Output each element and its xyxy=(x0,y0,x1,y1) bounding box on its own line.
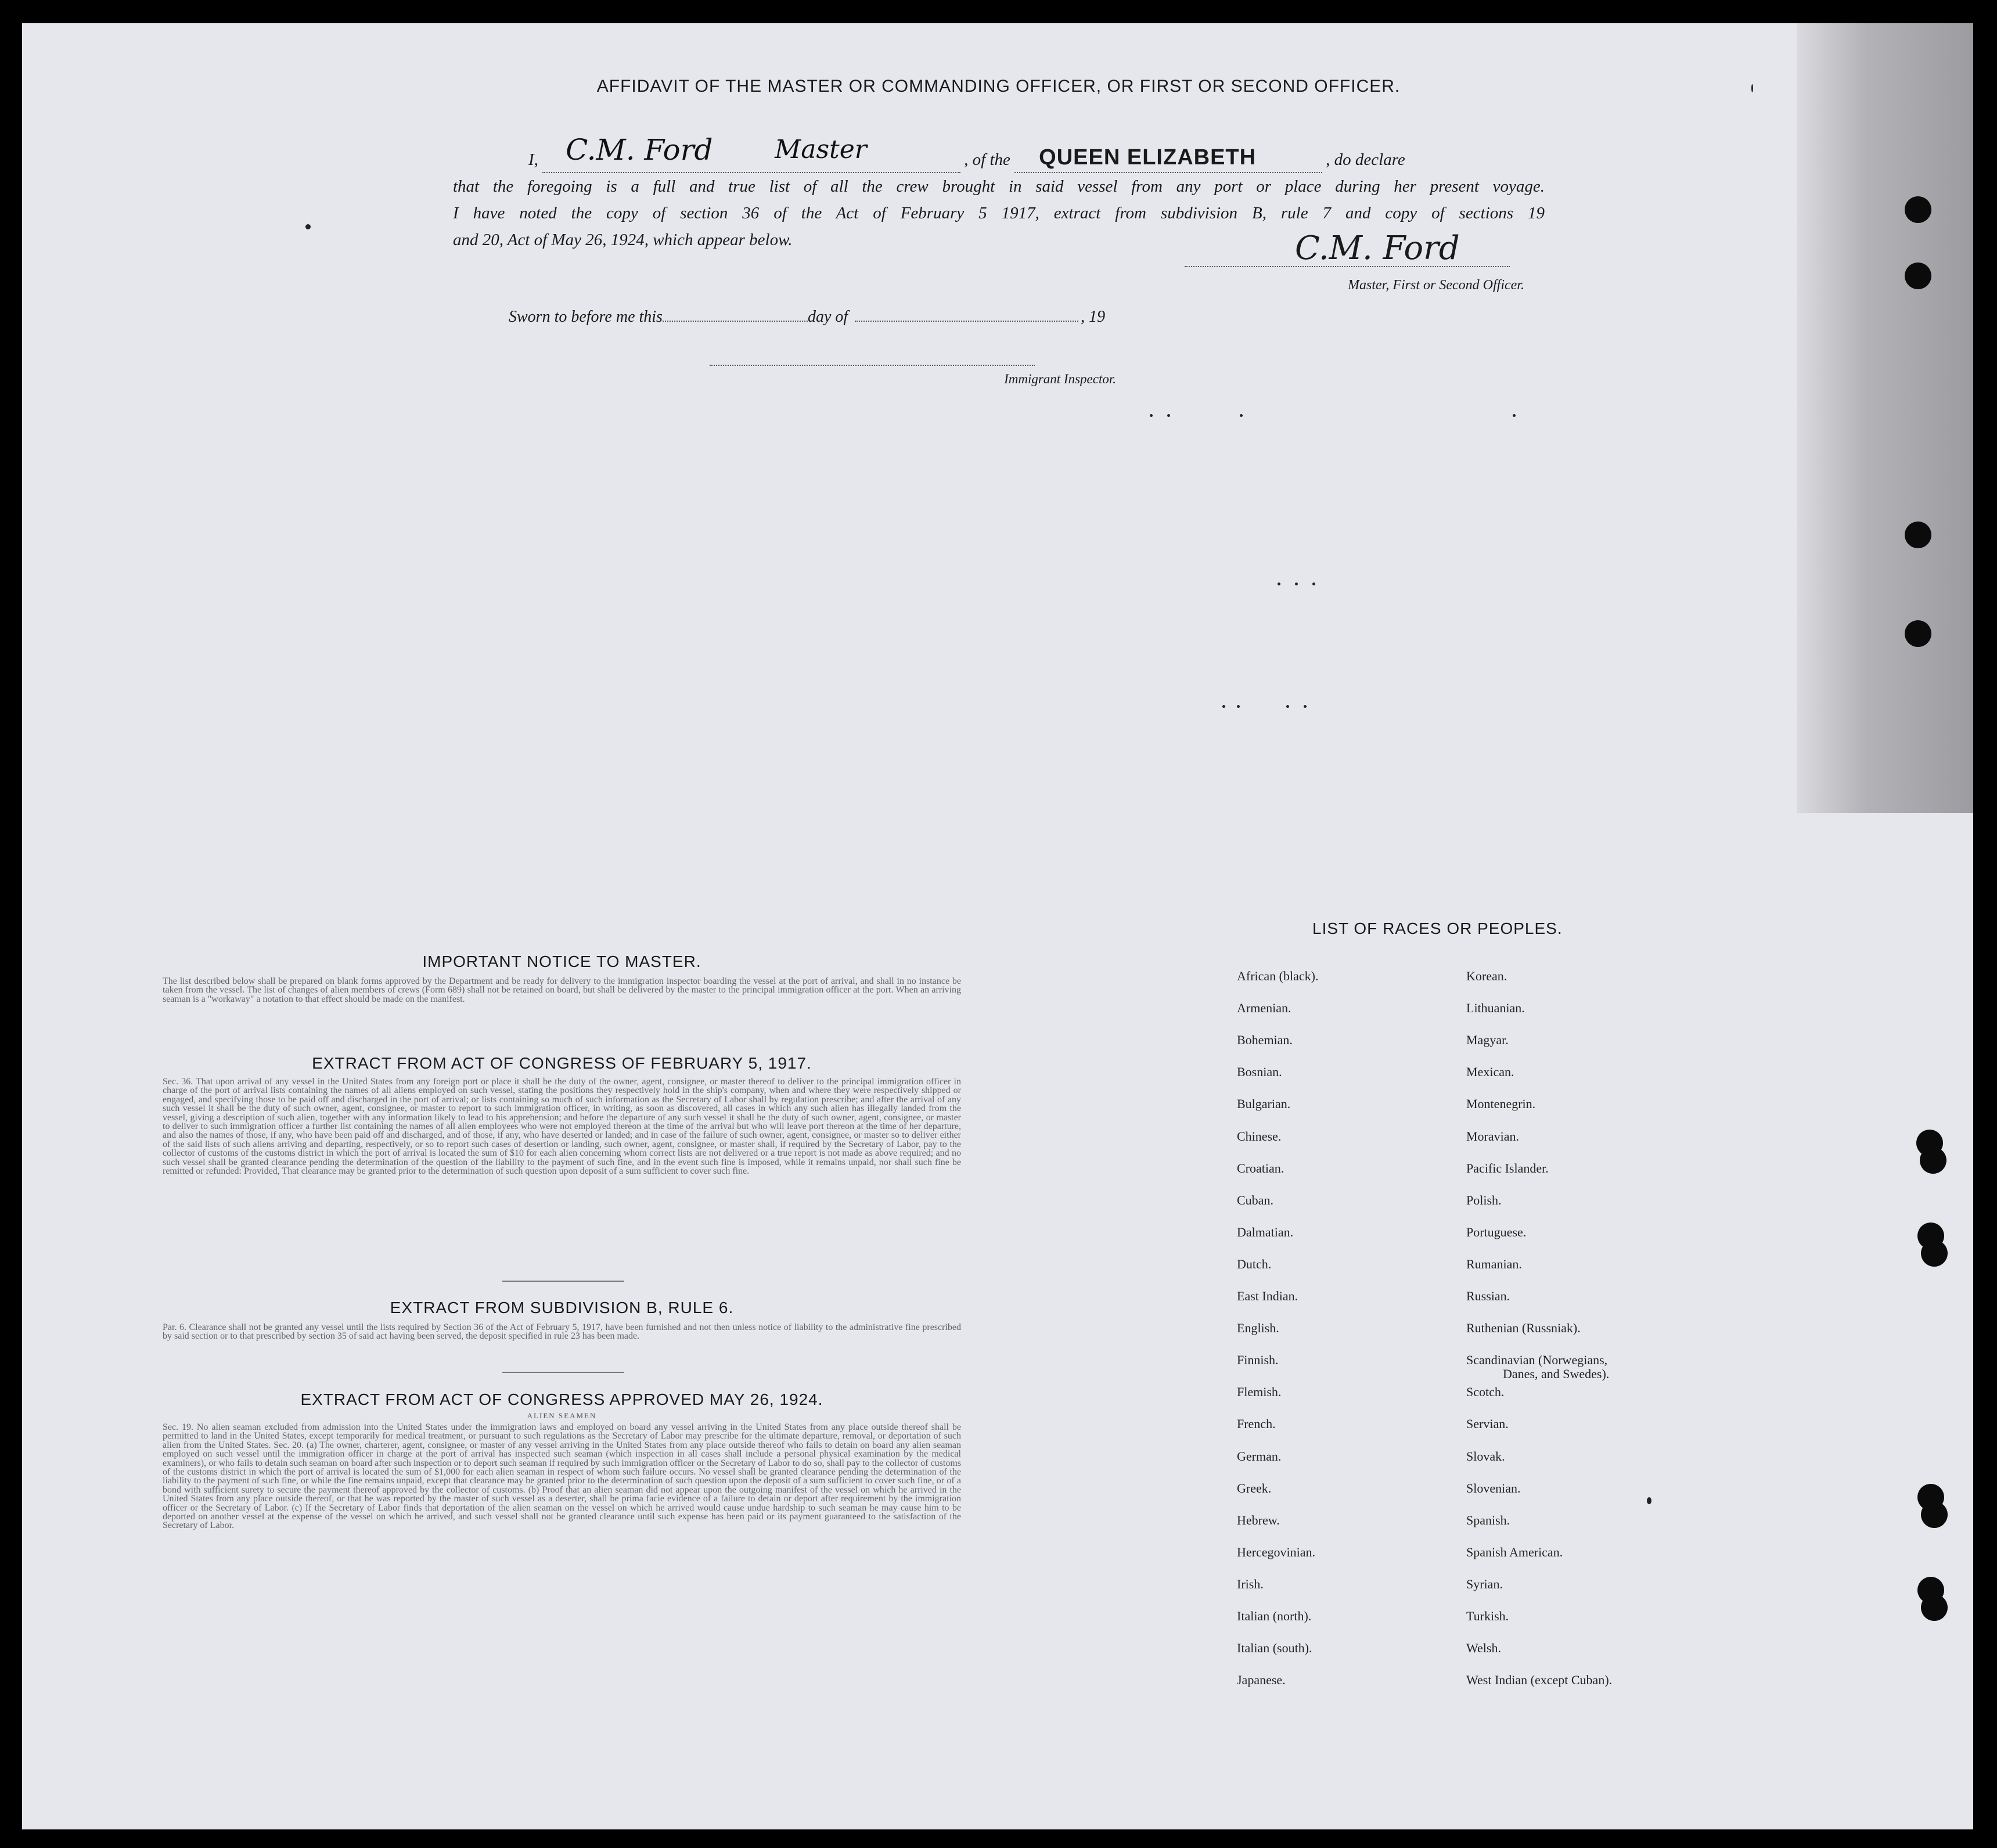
race-item: Hebrew. xyxy=(1237,1512,1280,1527)
race-item: Bulgarian. xyxy=(1237,1096,1291,1112)
declaration-i: I, xyxy=(528,150,538,169)
section-divider xyxy=(502,1281,624,1282)
day-of-text: day of xyxy=(807,308,848,326)
ship-name-field xyxy=(1014,145,1322,173)
race-item: Korean. xyxy=(1466,969,1507,983)
race-item: French. xyxy=(1237,1416,1276,1432)
race-item: German. xyxy=(1237,1448,1282,1464)
punch-hole xyxy=(1921,1240,1948,1267)
alien-seamen-subtitle: ALIEN SEAMEN xyxy=(527,1411,597,1420)
punch-hole xyxy=(1905,263,1931,289)
punch-hole xyxy=(1920,1147,1946,1174)
handwritten-name: C.M. Ford xyxy=(566,133,713,167)
race-item: Polish. xyxy=(1466,1192,1502,1207)
race-item: English. xyxy=(1237,1321,1279,1336)
race-item: Turkish. xyxy=(1466,1609,1509,1623)
race-item: Bosnian. xyxy=(1237,1065,1282,1080)
race-item: Welsh. xyxy=(1466,1641,1501,1656)
race-item: Servian. xyxy=(1466,1416,1509,1432)
do-declare-text: , do declare xyxy=(1326,150,1405,169)
race-item: Armenian. xyxy=(1237,1001,1291,1016)
notice-title: IMPORTANT NOTICE TO MASTER. xyxy=(422,952,701,970)
extract-1924-title: EXTRACT FROM ACT OF CONGRESS APPROVED MAY 26, 1924. xyxy=(300,1390,823,1408)
race-item: Slovenian. xyxy=(1466,1480,1521,1495)
document-page xyxy=(22,23,1973,1829)
race-item-continuation: Danes, and Swedes). xyxy=(1503,1367,1610,1381)
name-field xyxy=(542,133,960,173)
declaration-line-3: I have noted the copy of section 36 of the Act of February 5 1917, extract from subdivision B, rule 7 and copy of sections 19 xyxy=(453,204,1545,222)
handwritten-rank: Master xyxy=(775,135,867,164)
affidavit-title: AFFIDAVIT OF THE MASTER OR COMMANDING OFFICER, OR FIRST OR SECOND OFFICER. xyxy=(596,77,1401,96)
race-item: Scandinavian (Norwegians, xyxy=(1466,1353,1608,1368)
page-edge-shadow xyxy=(1797,23,1973,813)
year-text: , 19 xyxy=(1081,308,1106,326)
punch-hole xyxy=(1921,1501,1948,1528)
signature-caption: Master, First or Second Officer. xyxy=(1348,278,1524,293)
race-item: Syrian. xyxy=(1466,1576,1503,1591)
race-item: Hercegovinian. xyxy=(1237,1544,1315,1559)
of-the-text: , of the xyxy=(964,150,1010,169)
race-item: Bohemian. xyxy=(1237,1033,1293,1048)
race-item: Russian. xyxy=(1466,1289,1510,1303)
inspector-signature-line xyxy=(710,365,1035,366)
race-item: Lithuanian. xyxy=(1466,1001,1525,1016)
notice-text: The list described below shall be prepared on blank forms approved by the Department and be ready for delivery to the immigration inspector boarding the vessel at the port of arrival, and shall in no instance be taken from the vessel. The list of changes of alien members of crews (Form 689) shall not be retained on board, but shall be delivered by the master to the principal immigration officer at the port. When an arriving seaman is a "workaway" a notation to that effect should be made on the manifest. xyxy=(163,976,961,1004)
race-item: Japanese. xyxy=(1237,1673,1286,1688)
race-item: Greek. xyxy=(1237,1480,1272,1495)
extract-1924-text: Sec. 19. No alien seaman excluded from admission into the United States under the immigration laws and employed on board any vessel arriving in the United States from any place outside thereof shall be permitted to land in the United States, except temporarily for medical treatment, or pursuant to such regulations as the Secretary of Labor may prescribe for the ultimate departure, removal, or deportation of such alien from the United States. Sec. 20. (a) The owner, charterer, agent, consignee, or master of any vessel arriving in the United States from any place outside thereof who fails to detain on board any alien seaman employed on such vessel until the immigration officer in charge at the port of arrival has inspected such seaman (which inspection in all cases shall include a personal physical examination by the medical examiners), or who fails to detain such seaman on board after such inspection or to deport such seaman if required by such immigration officer or the Secretary of Labor to do so, shall pay to the collector of customs of the customs district in which the port of arrival is located the sum of $1,000 for each alien seaman in respect of whom such failure occurs. No vessel shall be granted clearance pending the determination of the liability to the payment of such fine, or while the fine remains unpaid, except that clearance may be granted prior to the determination of such question upon the deposit of a sum sufficient to cover such fine, or of a bond with sufficient surety to secure the payment thereof approved by the collector of customs. (b) Proof that an alien seaman did not appear upon the outgoing manifest of the vessel on which he arrived in the United States from any place outside thereof, or that he was reported by the master of such vessel as a deserter, shall be prima facie evidence of a failure to detain or deport after requirement by the immigration officer or the Secretary of Labor. (c) If the Secretary of Labor finds that deportation of the alien seaman on the vessel on which he arrived would cause undue hardship to such seaman he may cause him to be deported on another vessel at the expense of the vessel on which he arrived, and such vessel shall not be granted clearance until such expense has been paid or its payment guaranteed to the satisfaction of the Secretary of Labor. xyxy=(163,1422,961,1531)
punch-hole xyxy=(1905,196,1931,223)
rule6-title: EXTRACT FROM SUBDIVISION B, RULE 6. xyxy=(390,1299,734,1317)
race-item: East Indian. xyxy=(1237,1289,1298,1303)
declaration-line-1 xyxy=(453,133,1545,173)
race-item: Pacific Islander. xyxy=(1466,1160,1549,1175)
race-item: Montenegrin. xyxy=(1466,1096,1536,1112)
sworn-month-field xyxy=(855,307,1078,322)
ship-name: QUEEN ELIZABETH xyxy=(1039,145,1257,170)
race-item: Scotch. xyxy=(1466,1385,1505,1400)
race-item: Italian (north). xyxy=(1237,1609,1312,1623)
race-item: Irish. xyxy=(1237,1576,1264,1591)
punch-hole xyxy=(1921,1594,1948,1621)
race-item: West Indian (except Cuban). xyxy=(1466,1673,1613,1688)
punch-hole xyxy=(1905,620,1931,647)
race-item: Ruthenian (Russniak). xyxy=(1466,1321,1581,1336)
race-item: Dutch. xyxy=(1237,1256,1272,1271)
race-item: Chinese. xyxy=(1237,1128,1282,1144)
race-item: Moravian. xyxy=(1466,1128,1520,1144)
master-signature: C.M. Ford xyxy=(1185,231,1510,267)
race-item: Cuban. xyxy=(1237,1192,1273,1207)
sworn-text: Sworn to before me this xyxy=(509,308,663,326)
declaration-line-4: and 20, Act of May 26, 1924, which appear below. xyxy=(453,231,793,249)
sworn-date-field xyxy=(663,307,808,322)
declaration-line-2: that the foregoing is a full and true list of all the crew brought in said vessel from any port or place during her present voyage. xyxy=(453,177,1545,196)
race-item: Finnish. xyxy=(1237,1353,1279,1368)
race-item: African (black). xyxy=(1237,969,1319,983)
punch-hole xyxy=(1905,522,1931,548)
race-item: Croatian. xyxy=(1237,1160,1284,1175)
races-list-title: LIST OF RACES OR PEOPLES. xyxy=(1312,919,1563,937)
section-divider xyxy=(502,1372,624,1373)
race-item: Magyar. xyxy=(1466,1033,1509,1048)
race-item: Dalmatian. xyxy=(1237,1224,1294,1239)
rule6-text: Par. 6. Clearance shall not be granted any vessel until the lists required by Section 36 of the Act of February 5, 1917, have been furnished and not then unless notice of liability to the administrative fine prescribed by said section or to that prescribed by section 35 of said act having been served, the deposit specified in rule 23 has been made. xyxy=(163,1322,961,1342)
extract-1917-text: Sec. 36. That upon arrival of any vessel in the United States from any foreign port or place it shall be the duty of the owner, agent, consignee, or master thereof to deliver to the principal immigration officer in charge of the port of arrival lists containing the names of all aliens employed on such vessel, stating the positions they respectively hold in the ship's company, when and where they were respectively shipped or engaged, and specifying those to be paid off and discharged in the port of arrival; or lists containing so much of such information as the Secretary of Labor shall by regulation prescribe; and after the arrival of any such vessel it shall be the duty of such owner, agent, consignee, or master to report to such immigration officer, in writing, as soon as discovered, all cases in which any such alien has illegally landed from the vessel, giving a description of such alien, together with any information likely to lead to his apprehension; and before the departure of any such vessel it shall be the duty of such owner, agent, consignee, or master to deliver to such immigration officer a further list containing the names of all alien employees who were not employed thereon at the time of the arrival but who will leave port thereon at the time of her departure, and also the names of those, if any, who have been paid off and discharged, and of those, if any, who have deserted or landed; and in case of the failure of such owner, agent, consignee, or master so to deliver either of the said lists of such aliens arriving and departing, respectively, or so to report such cases of desertion or landing, such owner, agent, consignee, or master shall, if required by the Secretary of Labor, pay to the collector of customs of the customs district in which the port of arrival is located the sum of $10 for each alien concerning whom correct lists are not delivered or a true report is not made as above required; and no such vessel shall be granted clearance pending the determination of the question of the liability to the payment of such fine, and in the event such fine is imposed, while it remains unpaid, nor shall such fine be remitted or refunded: Provided, That clearance may be granted prior to the determination of such question upon deposit of a sum sufficient to cover such fine. xyxy=(163,1077,961,1177)
extract-1917-title: EXTRACT FROM ACT OF CONGRESS OF FEBRUARY 5, 1917. xyxy=(312,1054,812,1072)
race-item: Flemish. xyxy=(1237,1385,1282,1400)
race-item: Mexican. xyxy=(1466,1065,1514,1080)
race-item: Slovak. xyxy=(1466,1448,1505,1464)
race-item: Italian (south). xyxy=(1237,1641,1312,1656)
inspector-caption: Immigrant Inspector. xyxy=(1004,372,1116,386)
race-item: Spanish. xyxy=(1466,1512,1510,1527)
race-item: Portuguese. xyxy=(1466,1224,1527,1239)
race-item: Rumanian. xyxy=(1466,1256,1522,1271)
race-item: Spanish American. xyxy=(1466,1544,1563,1559)
sworn-line xyxy=(509,307,1105,326)
